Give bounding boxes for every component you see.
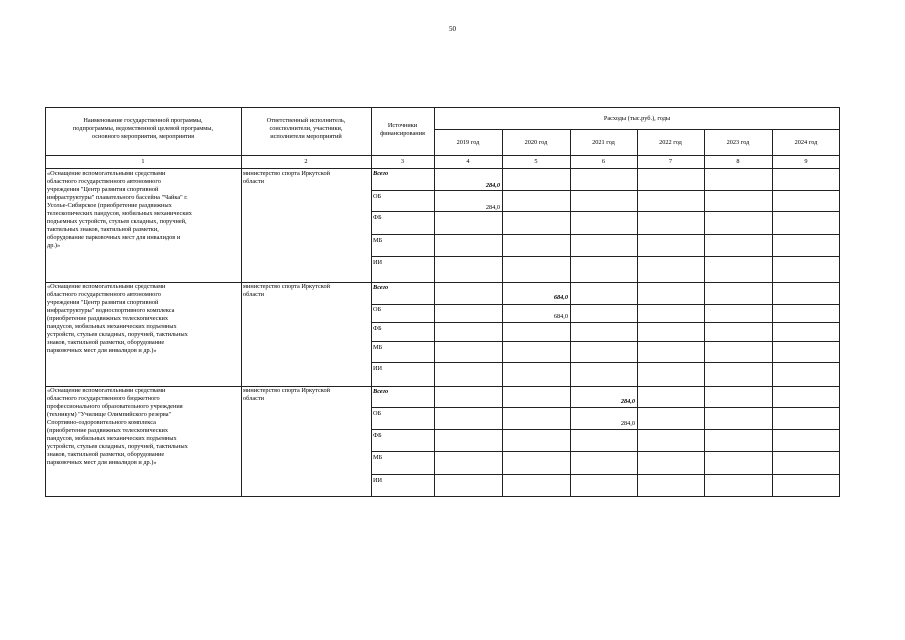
col-number: 3: [400, 158, 405, 165]
header-expenses: Расходы (тыс.руб.), годы: [603, 115, 671, 122]
source-fb: ФБ: [373, 325, 382, 332]
expenses-table: [45, 107, 840, 497]
source-fb: ФБ: [373, 432, 382, 439]
col-number: 5: [534, 158, 538, 165]
source-total: Всего: [373, 170, 389, 177]
source-ob: ОБ: [373, 410, 382, 417]
col-number: 4: [466, 158, 470, 165]
row-1-ob-2019: 284,0: [485, 204, 500, 211]
col-number: 6: [601, 158, 606, 165]
row-3-name: «Оснащение вспомогательными средствами областного государственного бюджетного профессионального образовательного учреждения (техникум) "Училище Олимпийского резерва" Спортивно-оздоровительного комплекса (приобретение раздвижных телескопических пандусов, мобильных механических подъемных устройств, стульев складных, поручней, тактильных знаков, тактильной разметки, оборудование парковочных мест для инвалидов и др.)»: [47, 387, 188, 466]
row-2-name: «Оснащение вспомогательными средствами областного государственного автономного учреждения "Центр развития спортивной инфраструктуры" водноспортивного комплекса (приобретение раздвижных телескопических пандусов, мобильных механических подъемных устройств, стульев складных, поручней, тактильных знаков, тактильной разметки, оборудование парковочных мест для инвалидов и др.)»: [47, 283, 188, 354]
row-2-total-2020: 684,0: [553, 294, 568, 301]
source-mb: МБ: [373, 237, 383, 244]
col-number: 9: [804, 158, 808, 165]
page-number: 50: [449, 25, 456, 33]
source-ii: ИИ: [373, 477, 383, 484]
header-col2: Ответственный исполнитель, соисполнители, участники, исполнители мероприятий: [266, 117, 346, 140]
source-mb: МБ: [373, 344, 383, 351]
row-2-executor: министерство спорта Иркутской области: [243, 283, 331, 298]
source-ii: ИИ: [373, 365, 383, 372]
col-number: 2: [304, 158, 308, 165]
source-total: Всего: [373, 388, 389, 395]
year-2024: 2024 год: [794, 139, 818, 146]
header-col1: Наименование государственной программы, подпрограммы, ведомственной целевой программы, основного мероприятия, мероприятия: [72, 117, 214, 140]
source-ob: ОБ: [373, 193, 382, 200]
year-2023: 2023 год: [726, 139, 750, 146]
col-number: 8: [736, 158, 740, 165]
row-3-executor: министерство спорта Иркутской области: [243, 387, 331, 402]
row-3-ob-2021: 284,0: [620, 420, 635, 427]
source-mb: МБ: [373, 454, 383, 461]
year-2021: 2021 год: [592, 139, 615, 146]
row-2-ob-2020: 684,0: [553, 313, 568, 320]
source-total: Всего: [373, 284, 389, 291]
row-1-name: «Оснащение вспомогательными средствами областного государственного автономного учреждения "Центр развития спортивной инфраструктуры" плавательного бассейна "Чайка" г. Усолье-Сибирское (приобретение раздвижных телескопических пандусов, мобильных механических подъемных устройств, стульев складных, поручней, тактильных знаков, тактильной разметки, оборудование парковочных мест для инвалидов и др.)»: [47, 170, 192, 249]
year-2019: 2019 год: [456, 139, 480, 146]
row-3-total-2021: 284,0: [620, 398, 635, 405]
year-2020: 2020 год: [524, 139, 548, 146]
source-fb: ФБ: [373, 214, 382, 221]
source-ii: ИИ: [373, 259, 383, 266]
col-number: 1: [141, 158, 145, 165]
col-number: 7: [668, 158, 673, 165]
year-2022: 2022 год: [659, 139, 682, 146]
row-1-executor: министерство спорта Иркутской области: [243, 170, 331, 185]
source-ob: ОБ: [373, 306, 382, 313]
row-1-total-2019: 284,0: [485, 182, 500, 189]
header-col3: Источники финансирования: [380, 122, 425, 137]
